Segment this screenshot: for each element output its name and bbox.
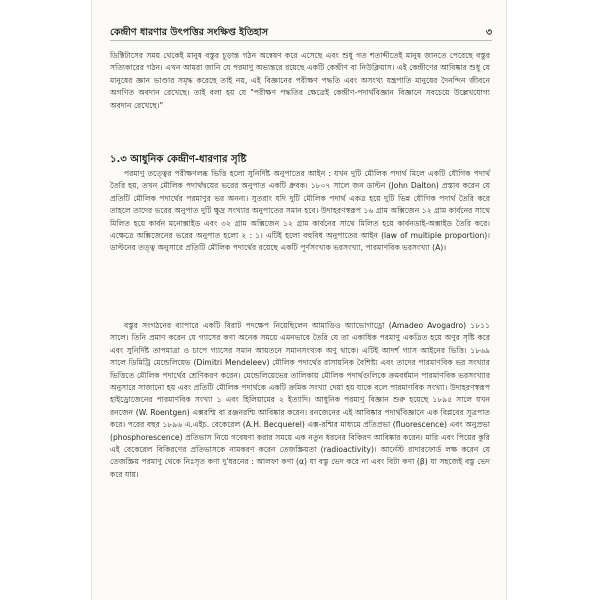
page-number: ৩	[485, 27, 492, 38]
section-heading: ১.৩ আধুনিক কেন্দ্রীণ-ধারণার সৃষ্টি	[110, 154, 247, 165]
running-header	[110, 26, 492, 41]
header-rule	[110, 40, 492, 41]
continuation-paragraph: বস্তুর সংগঠনের ব্যাপারে একটি বিরাট পদক্ষেপ নিয়েছিলেন আমাডিও অ্যাভোগাড্রো (Amadeo Avogadro) ১৮১১ সালে। তিনি প্রমাণ করেন যে গ্যাসের কণা অনেক সময়ে এমনভাবে তৈরি যে তা একাধিক পরমাণু একত্রিত হয়ে অণুর সৃষ্টি করে এবং সুনির্দিষ্ট তাপমাত্রা ও চাপে গ্যাসের সমান আয়তনে সমানসংখ্যক অণু থাকে। এটিই আদর্শ গ্যাস আইনের ভিত্তি। ১৮৬৯ সালে ডিমিট্রি মেন্ডেলিয়েভ (Dimitri Mendeleev) মৌলিক পদার্থের রাসায়নিক বৈশিষ্ট্য এবং তাদের পারমাণবিক ভর সংখ্যার ভিত্তিতে মৌলিক পদার্থের শ্রেণিকরণ করেন। মেন্ডেলিয়েভের তালিকায় মৌলিক পদার্থগুলিকে ক্রমবর্ধমান পারমাণবিক ভরসংখ্যার অনুসারে সাজানো হয় এবং প্রতিটি মৌলিক পদার্থকে একটি ক্রমিক সংখ্যা দেয়া হয় যাকে বলে পারমাণবিক সংখ্যা। উদাহরণস্বরূপ হাইড্রোজেনের পারমাণবিক সংখ্যা ১ এবং হিলিয়ামের ২ ইত্যাদি। আধুনিক পরমাণু বিজ্ঞান শুরু হয়েছে ১৮৯৫ সালে যখন রনজেন (W. Roentgen) এক্সরশ্মি বা রঞ্জনরশ্মি আবিষ্কার করেন। রনজেনের এই আবিষ্কার পদার্থবিজ্ঞানে এক বিপ্লবের সূত্রপাত করে। পরের বছর ১৮৯৬ এ.এইচ. বেকেরেল (A.H. Becquerel) এক্স-রশ্মির মাধ্যমে প্রতিপ্রভা (fluorescence) এবং অনুপ্রভা (phosphorescence) প্রতিভাস নিয়ে গবেষণা করার সময়ে এক নতুন ধরনের বিকিরণ আবিষ্কার করেন। মারি এবং পিয়ের কুরি এই বেকেরেল বিকিরণের প্রতিভাসকে নামকরণ করেন তেজস্ক্রিয়তা (radioactivity)। আর্নেস্ট রাদারফোর্ড লক্ষ করেন যে তেজস্ক্রিয় পরমাণু থেকে নিঃসৃত কণা দু'ধরনের : আলফা কণা (α) যা বস্তু ভেদ করে না এবং বিটা কণা (β) যা সহজেই বস্তু ভেদ করে যায়।	[110, 321, 490, 479]
intro-paragraph: ডিক্টিটাসের সময় থেকেই মানুষ বস্তুর চূড়ান্ত গঠন অন্বেষণ করে এসেছে এবং শুধু গত শতাব্দীতেই মানুষ জানতে পেরেছে বস্তুর সত্যিকারের গঠন। এখন আমরা জানি যে পরমাণু অভ্যন্তরে রয়েছে একটি কেন্দ্রীণ বা নিউক্লিয়াস। এই কেন্দ্রীণের আবিষ্কার শুধু যে মানুষের জ্ঞান ভাণ্ডার সমৃদ্ধ করেছে তাই নয়, এই বিজ্ঞানের পরীক্ষণ পদ্ধতি এবং অসংখ্য যন্ত্রপাতি মানুষের দৈনন্দিন জীবনে অগণিত অবদান রেখেছে। তাই বলা হয় যে "পরীক্ষণ পদ্ধতির ক্ষেত্রেই কেন্দ্রীণ-পদার্থবিজ্ঞান বিজ্ঞানে সবচেয়ে উল্লেখযোগ্য অবদান রেখেছে।"	[110, 51, 490, 110]
book-page	[92, 0, 506, 600]
section-paragraph: পরমাণু তত্ত্বের পরীক্ষণলব্ধ ভিত্তি হলো সুনির্দিষ্ট অনুপাতের আইন : যখন দুটি মৌলিক পদার্থ মিলে একটি যৌগিক পদার্থ তৈরি হয়, তখন মৌলিক পদার্থদ্বয়ের ভরের অনুপাত একটি ধ্রুবক। ১৮০৭ সালে জন ডাল্টন (John Dalton) প্রস্তাব করেন যে প্রতিটি মৌলিক পদার্থের পরমাণুর ভর অনন্য। সুতরাং যদি দুটি মৌলিক পদার্থ একত্র হয়ে দুটি ভিন্ন যৌগিক পদার্থ তৈরি করে তাহলে তাদের ভরের অনুপাত দুটি ক্ষুদ্র সংখ্যার অনুপাতের সমান হবে। উদাহরণস্বরূপ ১৬ গ্রাম অক্সিজেন ১২ গ্রাম কার্বনের সাথে মিলিত হয়ে কার্বন মনোক্সাইড এবং ৩২ গ্রাম অক্সিজেন ১২ গ্রাম কার্বনের সাথে মিলিত হয়ে কার্বনডাই-অক্সাইড তৈরি করে। এক্ষেত্রে অক্সিজেনের ভরের অনুপাত হলো ২ : ১। এটিই হলো বহুবিধ অনুপাতের আইন (law of multiple proportion)। ডাল্টনের তত্ত্ব অনুসারে প্রতিটি মৌলিক পদার্থের রয়েছে একটি পূর্ণসংখ্যক ভরসংখ্যা, পারমাণবিক ভরসংখ্যা (A)।	[110, 169, 490, 253]
chapter-title: কেন্দ্রীণ ধারণার উৎপত্তির সংক্ষিপ্ত ইতিহাস	[110, 27, 268, 38]
